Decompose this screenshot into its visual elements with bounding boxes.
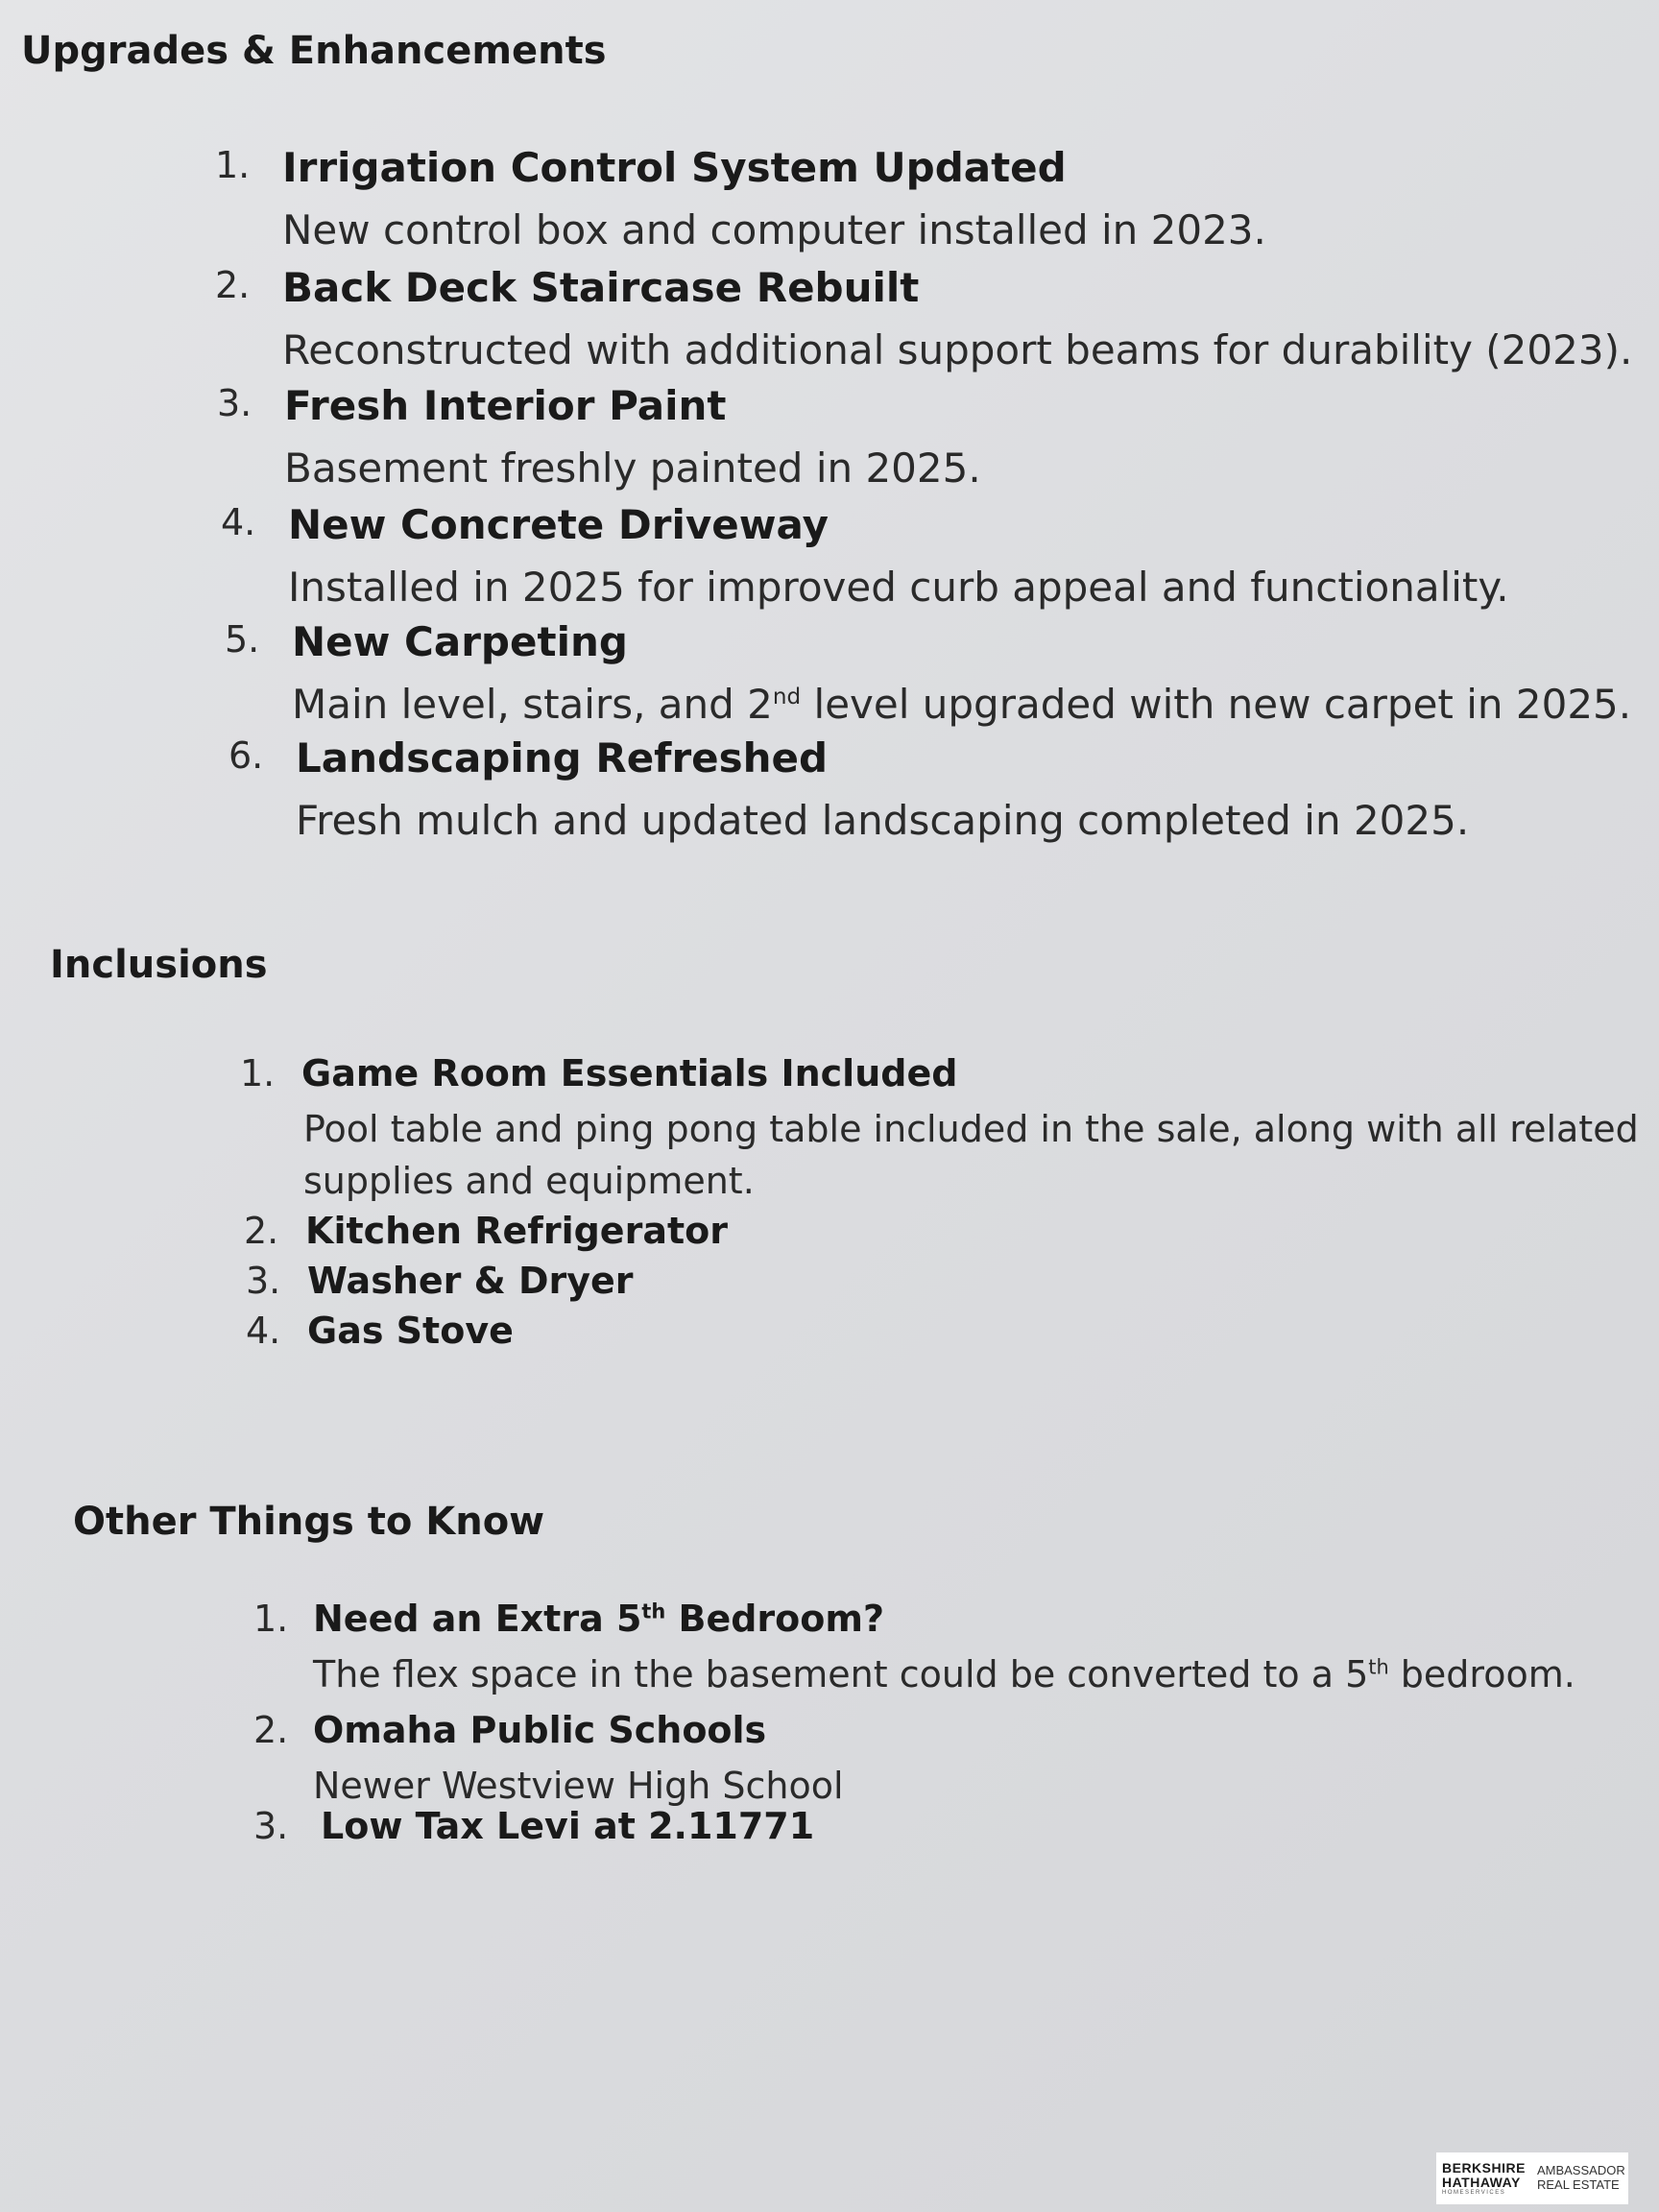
list-number: 2. — [215, 264, 251, 306]
list-number: 1. — [240, 1052, 276, 1094]
item-title: New Carpeting — [292, 618, 628, 665]
item-description: Newer Westview High School — [313, 1765, 844, 1807]
item-title: Game Room Essentials Included — [301, 1052, 958, 1094]
logo-office — [1537, 2164, 1625, 2193]
list-number: 4. — [246, 1310, 281, 1352]
list-number: 2. — [244, 1210, 279, 1252]
logo-office-line2: REAL ESTATE — [1536, 2177, 1620, 2192]
item-description: Installed in 2025 for improved curb appeal and functionality. — [288, 564, 1509, 611]
list-number: 1. — [253, 1598, 289, 1640]
section-heading-other: Other Things to Know — [73, 1500, 545, 1544]
list-number: 3. — [246, 1260, 281, 1302]
item-description: Main level, stairs, and 2nd level upgraded with new carpet in 2025. — [292, 681, 1632, 728]
item-title: Back Deck Staircase Rebuilt — [282, 264, 920, 311]
logo-office-line1: AMBASSADOR — [1536, 2163, 1625, 2178]
brokerage-logo — [1436, 2152, 1628, 2204]
section-heading-upgrades: Upgrades & Enhancements — [21, 29, 607, 73]
logo-brand — [1442, 2161, 1526, 2196]
list-number: 2. — [253, 1709, 289, 1751]
item-title: Irrigation Control System Updated — [282, 144, 1067, 191]
list-number: 4. — [221, 501, 256, 543]
item-title: Washer & Dryer — [307, 1260, 634, 1302]
item-title: Omaha Public Schools — [313, 1709, 767, 1751]
list-number: 3. — [253, 1805, 289, 1847]
item-description: Fresh mulch and updated landscaping completed in 2025. — [296, 797, 1470, 844]
item-title: New Concrete Driveway — [288, 501, 829, 548]
list-number: 1. — [215, 144, 251, 186]
logo-brand-line2: HATHAWAY — [1442, 2174, 1521, 2190]
list-number: 3. — [217, 382, 252, 424]
item-title: Fresh Interior Paint — [284, 382, 727, 429]
item-title: Kitchen Refrigerator — [305, 1210, 728, 1252]
item-description: New control box and computer installed in 2023. — [282, 206, 1266, 253]
item-description: Basement freshly painted in 2025. — [284, 445, 981, 492]
item-title: Need an Extra 5th Bedroom? — [313, 1598, 885, 1640]
item-description: Pool table and ping pong table included in the sale, along with all related — [303, 1108, 1639, 1150]
section-heading-inclusions: Inclusions — [50, 943, 268, 987]
logo-brand-line1: BERKSHIRE — [1442, 2160, 1526, 2176]
list-number: 6. — [228, 734, 264, 777]
item-description-continued: supplies and equipment. — [303, 1160, 755, 1202]
list-number: 5. — [225, 618, 260, 661]
item-title: Gas Stove — [307, 1310, 514, 1352]
item-description: Reconstructed with additional support beams for durability (2023). — [282, 326, 1633, 373]
item-description: The flex space in the basement could be converted to a 5th bedroom. — [313, 1653, 1575, 1695]
item-title: Low Tax Levi at 2.11771 — [321, 1805, 815, 1847]
logo-brand-sub: HOMESERVICES — [1442, 2189, 1506, 2196]
item-title: Landscaping Refreshed — [296, 734, 829, 781]
